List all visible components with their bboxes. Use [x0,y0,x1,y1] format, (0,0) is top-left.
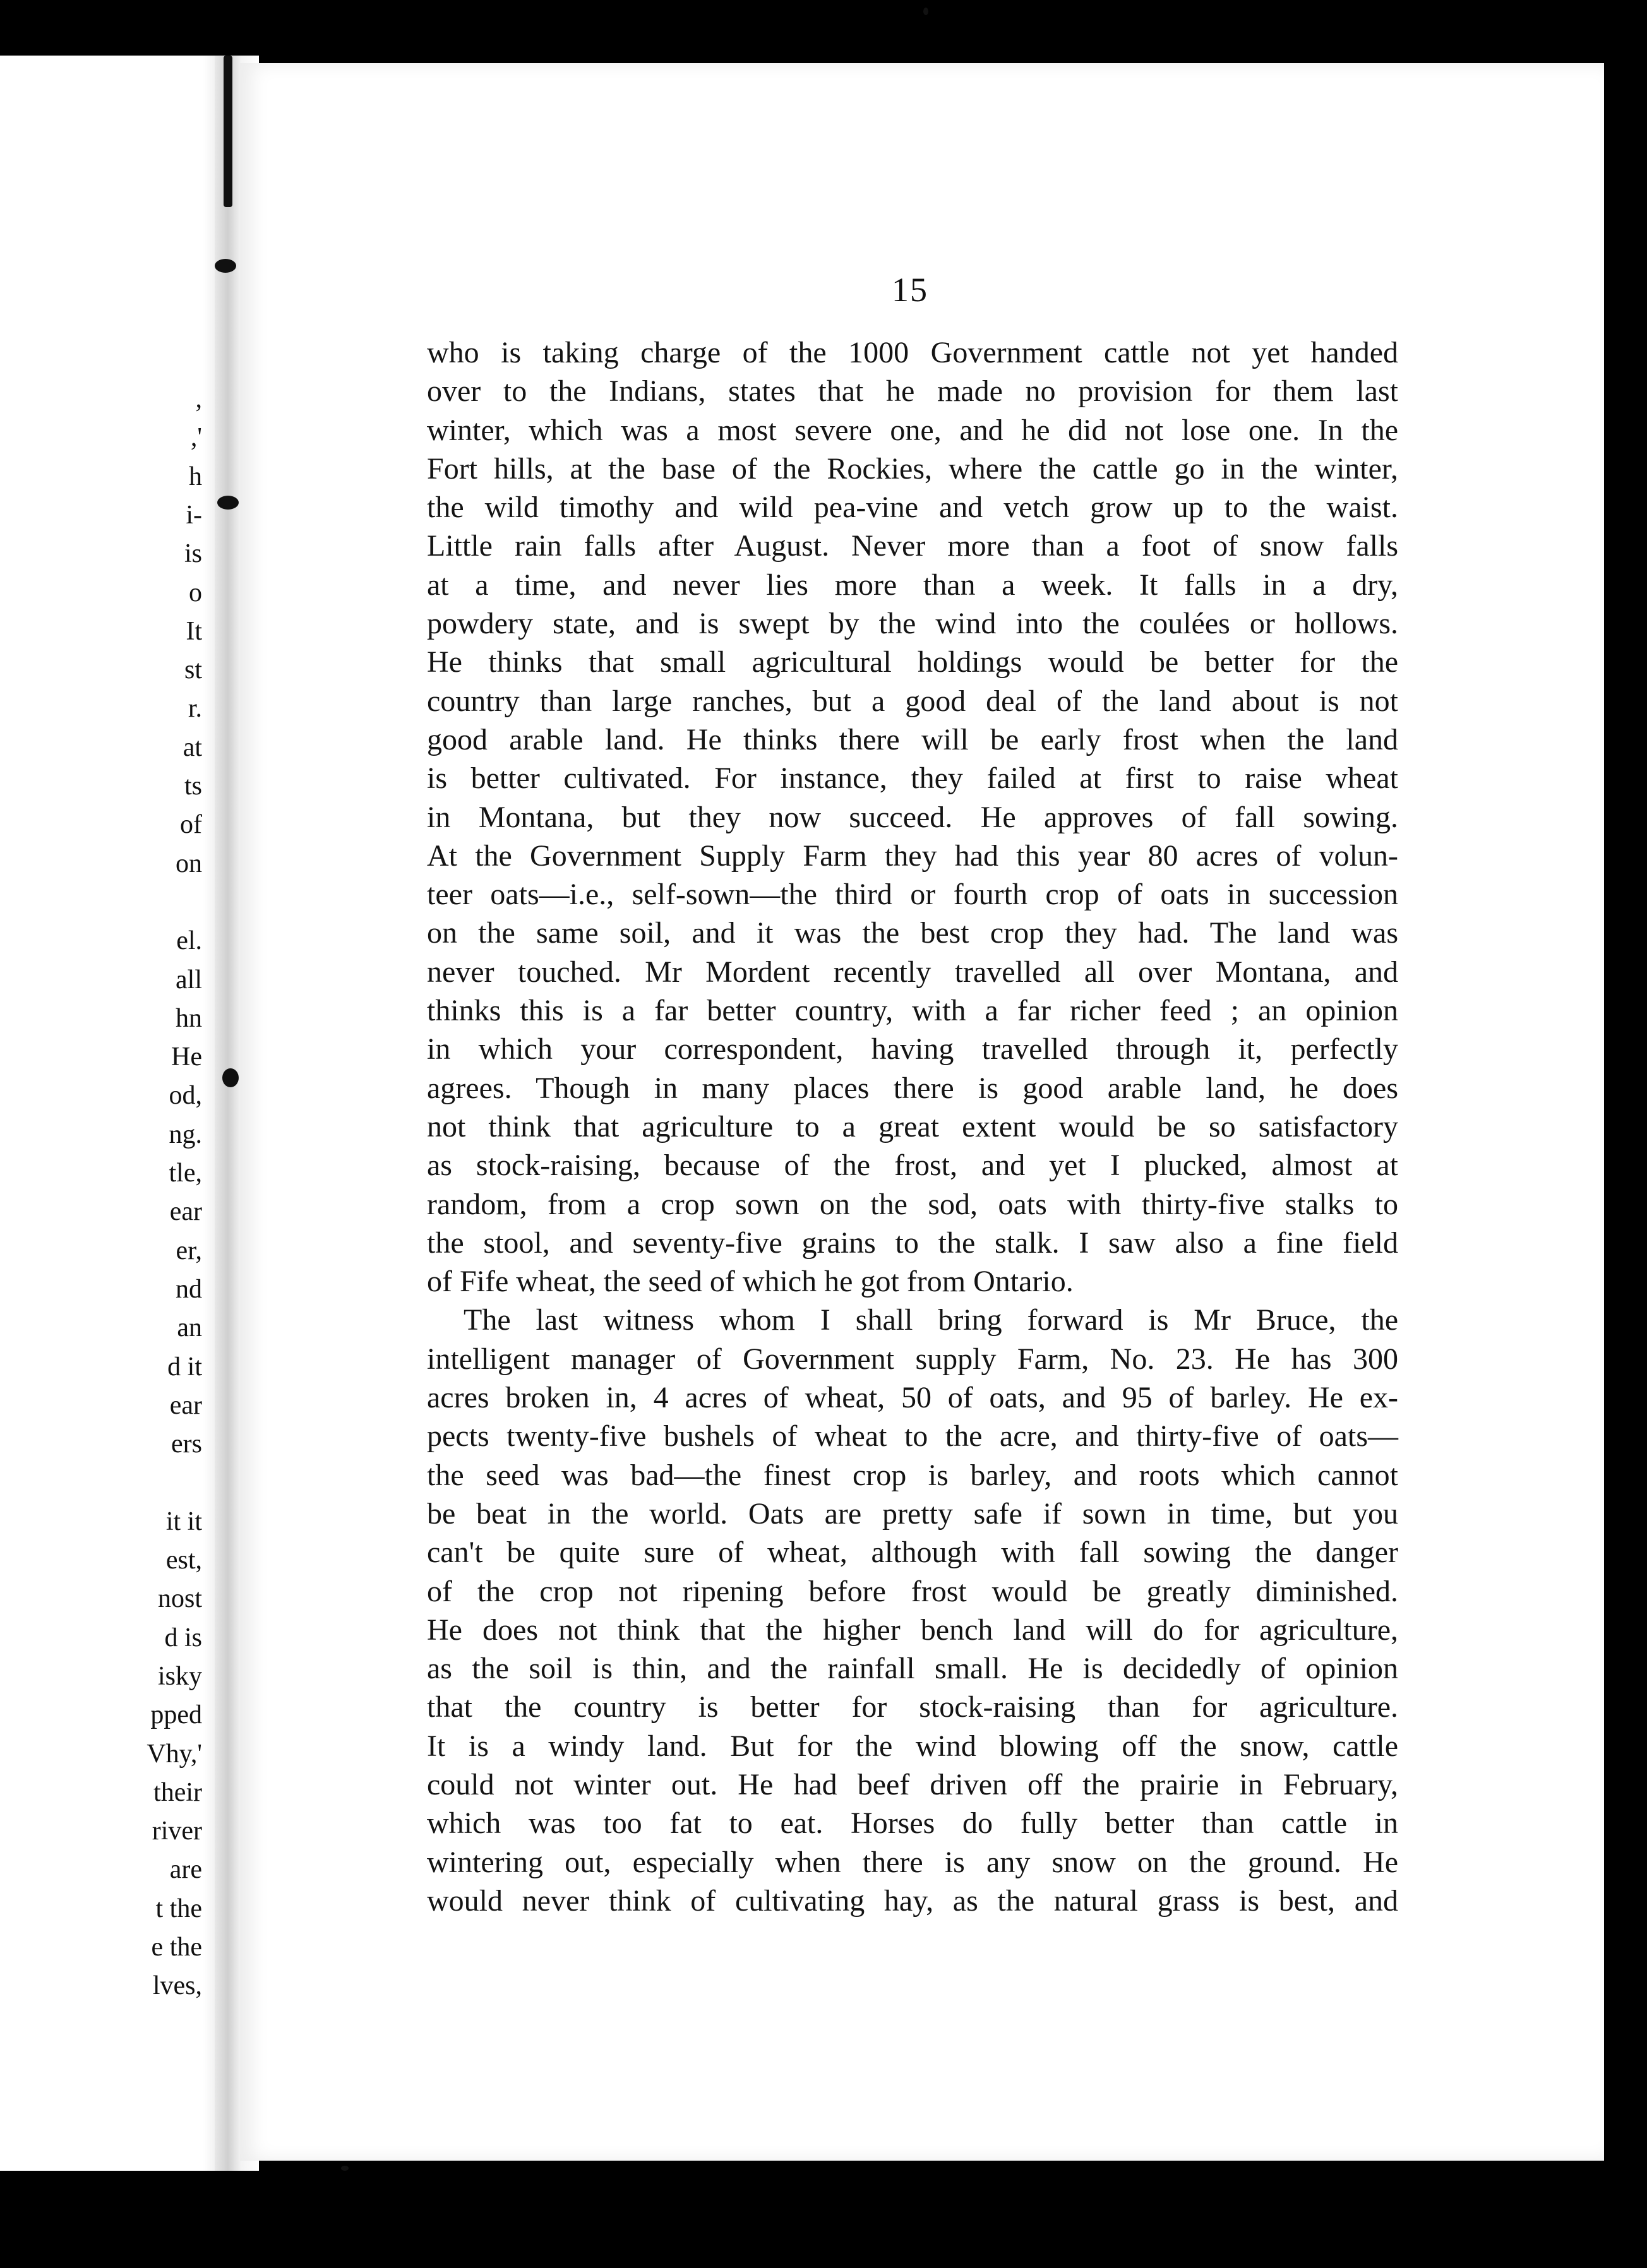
text-line: winter, which was a most severe one, and he did not lose one. In the [427,413,1398,447]
left-page-fragment: on [176,849,202,878]
left-page-fragment: isky [157,1661,202,1691]
left-page-fragment: t the [155,1894,202,1923]
text-line: not think that agriculture to a great extent would be so satisfactory [427,1109,1398,1143]
left-page-fragment: their [153,1777,202,1807]
left-page-fragment: lves, [152,1971,202,2001]
ink-speck [341,2166,349,2171]
text-line: is better cultivated. For instance, they failed at first to raise wheat [427,761,1398,796]
left-page-fragment: hn [176,1003,202,1033]
text-line: agrees. Though in many places there is good arable land, he does [427,1071,1398,1105]
text-line: Little rain falls after August. Never more than a foot of snow falls [427,529,1398,563]
text-line: pects twenty-five bushels of wheat to the acre, and thirty-five of oats— [427,1419,1398,1453]
text-line: wintering out, especially when there is any snow on the ground. He [427,1845,1398,1879]
left-page-fragment: pped [150,1700,202,1730]
left-facing-page [0,56,241,2171]
left-page-fragment: ear [169,1390,202,1420]
text-line: country than large ranches, but a good deal of the land about is not [427,684,1398,718]
text-line: Fort hills, at the base of the Rockies, where the cattle go in the winter, [427,451,1398,486]
text-line: at a time, and never lies more than a week. It falls in a dry, [427,568,1398,602]
text-line: acres broken in, 4 acres of wheat, 50 of oats, and 95 of barley. He ex- [427,1381,1398,1415]
left-page-fragment: est, [165,1546,202,1575]
left-page-fragment: o [189,578,202,607]
left-page-fragment: ,' [190,423,202,453]
text-line: can't be quite sure of wheat, although with fall sowing the danger [427,1536,1398,1570]
left-page-fragment: ers [171,1429,202,1459]
text-line: as stock-raising, because of the frost, and yet I plucked, almost at [427,1149,1398,1183]
binding-knot-lower [222,1068,239,1087]
left-page-fragment: an [177,1313,202,1343]
left-page-fragment: at [183,732,202,762]
left-page-fragment: nd [176,1274,202,1304]
text-line: on the same soil, and it was the best crop they had. The land was [427,916,1398,950]
text-line: He thinks that small agricultural holdings would be better for the [427,645,1398,679]
left-page-fragment: river [152,1817,202,1846]
text-line: never touched. Mr Mordent recently travelled all over Montana, and [427,955,1398,989]
binding-knot-top [215,259,236,273]
text-line: the stool, and seventy-five grains to the stalk. I saw also a fine field [427,1226,1398,1260]
left-page-fragment: er, [176,1236,202,1265]
text-line: be beat in the world. Oats are pretty safe if sown in time, but you [427,1496,1398,1531]
text-line: the seed was bad—the finest crop is barley, and roots which cannot [427,1458,1398,1492]
page-number: 15 [892,271,928,309]
text-line: in Montana, but they now succeed. He approves of fall sowing. [427,800,1398,834]
binding-thread [224,56,232,207]
left-page-fragment: r. [188,694,202,724]
left-page-fragment: od, [169,1081,202,1111]
left-page-fragment: el. [176,926,202,956]
left-page-fragment: He [171,1042,202,1072]
text-line: He does not think that the higher bench land will do for agriculture, [427,1613,1398,1647]
text-line: teer oats—i.e., self-sown—the third or fourth crop of oats in succession [427,878,1398,912]
left-page-fragment: st [184,655,202,685]
left-page-fragment: e the [151,1933,202,1962]
left-page-fragment: It [186,616,202,646]
text-line: It is a windy land. But for the wind blowing off the snow, cattle [427,1729,1398,1763]
left-page-fragment: it it [165,1507,202,1536]
body-text [427,333,1398,1920]
left-page-fragment: i- [186,500,202,530]
text-line: could not winter out. He had beef driven off the prairie in February, [427,1767,1398,1801]
left-page-fragment: ear [169,1197,202,1227]
book-page [240,63,1604,2161]
text-line: would never think of cultivating hay, as the natural grass is best, and [427,1883,1398,1918]
text-line: random, from a crop sown on the sod, oats with thirty-five stalks to [427,1187,1398,1221]
left-page-fragment: tle, [169,1159,202,1188]
left-page-fragment: of [180,810,202,840]
left-page-fragment: ts [184,772,202,801]
text-line: the wild timothy and wild pea-vine and vetch grow up to the waist. [427,491,1398,525]
text-line: as the soil is thin, and the rainfall small. He is decidedly of opinion [427,1652,1398,1686]
left-page-fragment: d is [164,1623,202,1652]
ink-speck [923,8,928,15]
text-line: powdery state, and is swept by the wind into the coulées or hollows. [427,607,1398,641]
text-line: At the Government Supply Farm they had this year 80 acres of volun- [427,839,1398,873]
left-page-fragment: are [169,1855,202,1885]
text-line: The last witness whom I shall bring forward is Mr Bruce, the [464,1303,1398,1337]
left-page-fragment: nost [157,1584,202,1614]
text-line: intelligent manager of Government supply Farm, No. 23. He has 300 [427,1342,1398,1376]
text-line: over to the Indians, states that he made no provision for them last [427,374,1398,409]
left-page-fragment: all [176,965,202,994]
text-line: of Fife wheat, the seed of which he got from Ontario. [427,1265,1074,1299]
text-line: thinks this is a far better country, with a far richer feed ; an opinion [427,994,1398,1028]
text-line: good arable land. He thinks there will be early frost when the land [427,722,1398,756]
left-page-fragment: d it [167,1352,202,1382]
left-page-fragment: h [189,462,202,491]
left-page-fragment: , [195,385,202,414]
binding-knot-middle [217,496,239,510]
text-line: that the country is better for stock-raising than for agriculture. [427,1690,1398,1724]
text-line: who is taking charge of the 1000 Government cattle not yet handed [427,336,1398,369]
left-page-fragment: is [184,539,202,569]
left-page-fragment: Vhy,' [147,1739,202,1769]
text-line: which was too fat to eat. Horses do fully better than cattle in [427,1806,1398,1841]
text-line: of the crop not ripening before frost would be greatly diminished. [427,1574,1398,1608]
left-page-fragment: ng. [169,1119,202,1149]
text-line: in which your correspondent, having travelled through it, perfectly [427,1032,1398,1066]
